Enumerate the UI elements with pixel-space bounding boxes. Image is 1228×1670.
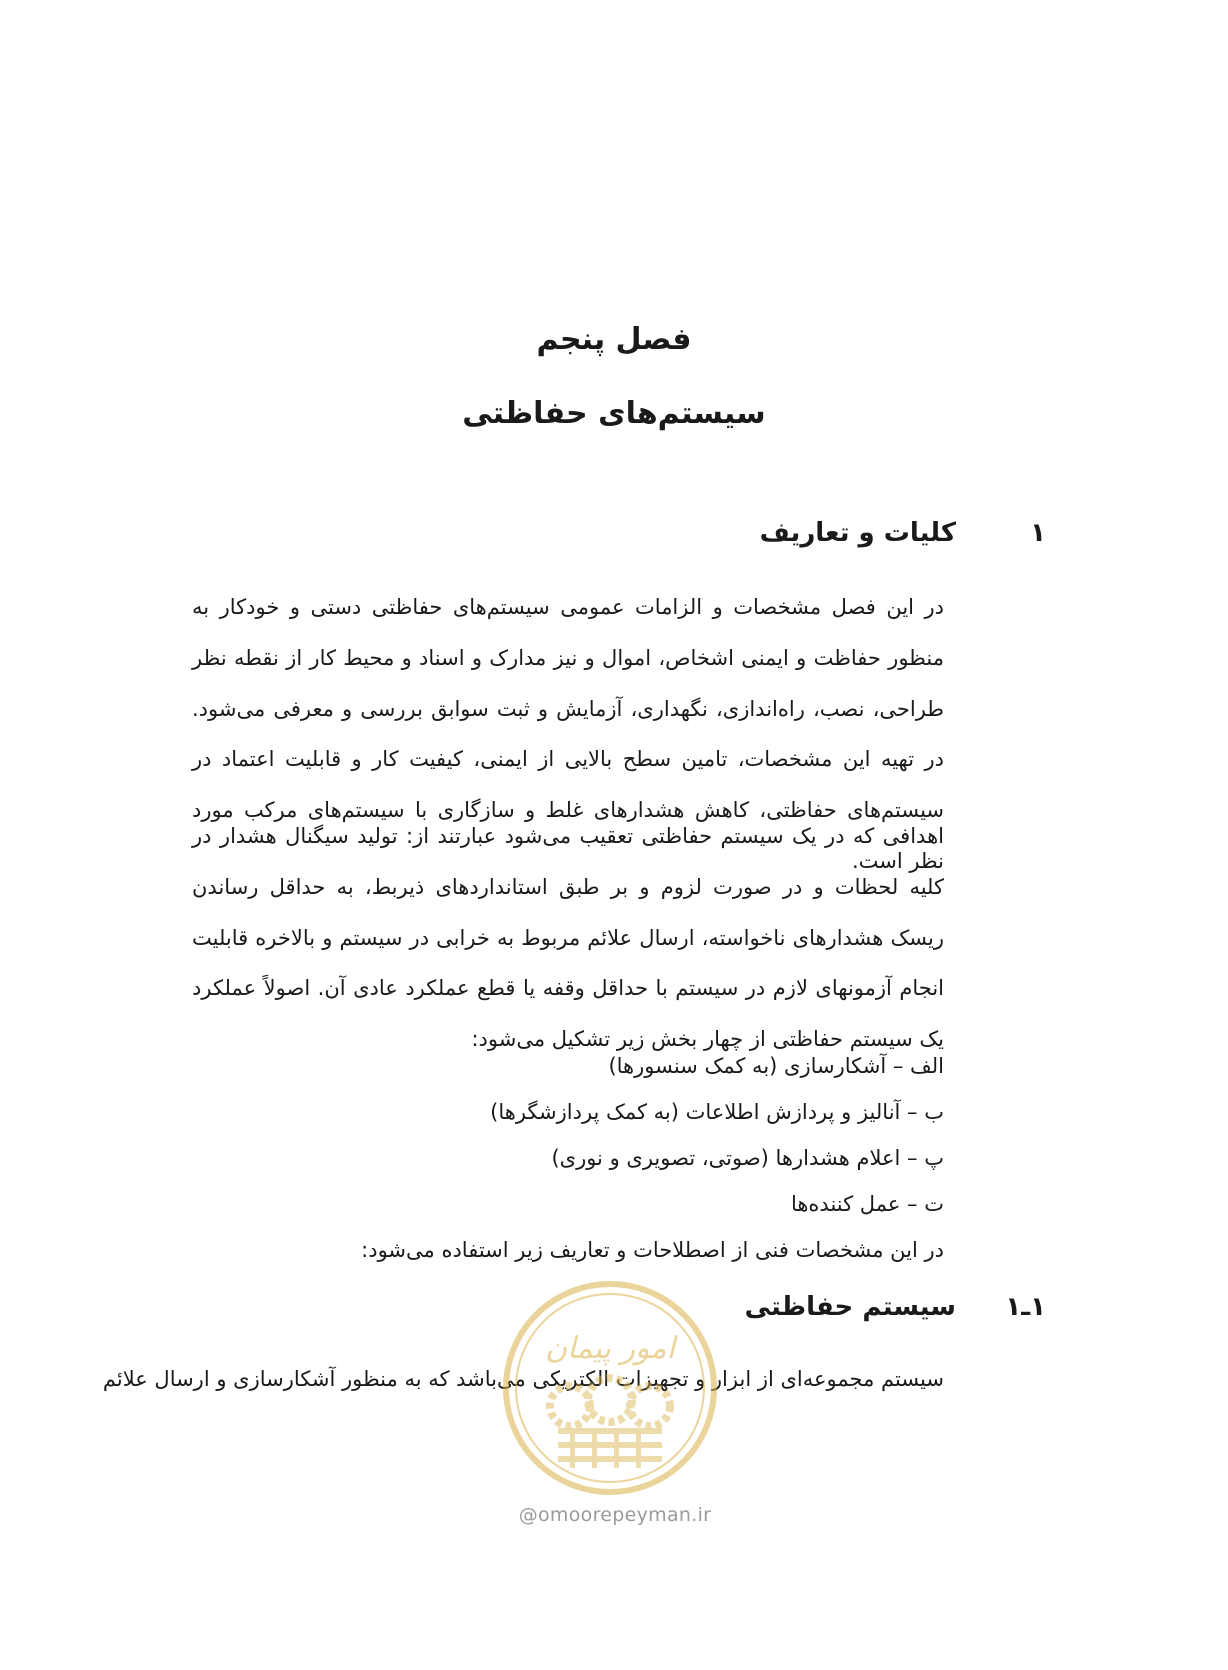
list-item-pe: پ – اعلام هشدارها (صوتی، تصویری و نوری) bbox=[551, 1146, 944, 1170]
list-item-te: ت – عمل کننده‌ها bbox=[790, 1192, 944, 1216]
section-1-paragraph-2: اهدافی که در یک سیستم حفاظتی تعقیب می‌شود عبارتند از: تولید سیگنال هشدار در کلیه لحظات و در صورت لزوم و بر طبق استانداردهای ذیربط، به حداقل رساندن ریسک هشدارهای ناخواسته، ارسال علائم مربوط به خرابی در سیستم و بالاخره قابلیت انجام آزمونهای لازم در سیستم با حداقل وقفه یا قطع عملکرد عادی آن. اصولاً عملکرد یک سیستم حفاظتی از چهار بخش زیر تشکیل می‌شود: bbox=[192, 824, 944, 1052]
watermark-logo bbox=[500, 1278, 720, 1498]
list-item-alef: الف – آشکارسازی (به کمک سنسورها) bbox=[608, 1054, 944, 1078]
section-1-1-heading: سیستم حفاظتی bbox=[744, 1292, 956, 1322]
section-1-1-number: ۱ـ۱ bbox=[1005, 1292, 1046, 1322]
section-1-number: ۱ bbox=[1030, 518, 1046, 548]
watermark-url: @omoorepeyman.ir bbox=[518, 1504, 712, 1526]
chapter-title: فصل پنجم bbox=[536, 322, 692, 357]
chapter-subtitle: سیستم‌های حفاظتی bbox=[462, 396, 766, 431]
section-1-closing-line: در این مشخصات فنی از اصطلاحات و تعاریف زیر استفاده می‌شود: bbox=[361, 1238, 944, 1262]
watermark-logo-text: امور پیمان bbox=[545, 1331, 675, 1366]
section-1-1-paragraph: سیستم مجموعه‌ای از ابزار و تجهیزات الکتریکی می‌باشد که به منظور آشکارسازی و ارسال علائم bbox=[102, 1367, 944, 1391]
section-1-paragraph-1: در این فصل مشخصات و الزامات عمومی سیستم‌های حفاظتی دستی و خودکار به منظور حفاظت و ایمنی اشخاص، اموال و نیز مدارک و اسناد و محیط کار از نقطه نظر طراحی، نصب، راه‌اندازی، نگهداری، آزمایش و ثبت سوابق بررسی و معرفی می‌شود. در تهیه این مشخصات، تامین سطح بالایی از ایمنی، کیفیت کار و قابلیت اعتماد در سیستم‌های حفاظتی، کاهش هشدارهای غلط و سازگاری با سیستم‌های مرکب مورد نظر است. bbox=[192, 595, 944, 873]
list-item-be: ب – آنالیز و پردازش اطلاعات (به کمک پردازشگرها) bbox=[490, 1100, 944, 1124]
section-1-heading: کلیات و تعاریف bbox=[759, 518, 956, 548]
